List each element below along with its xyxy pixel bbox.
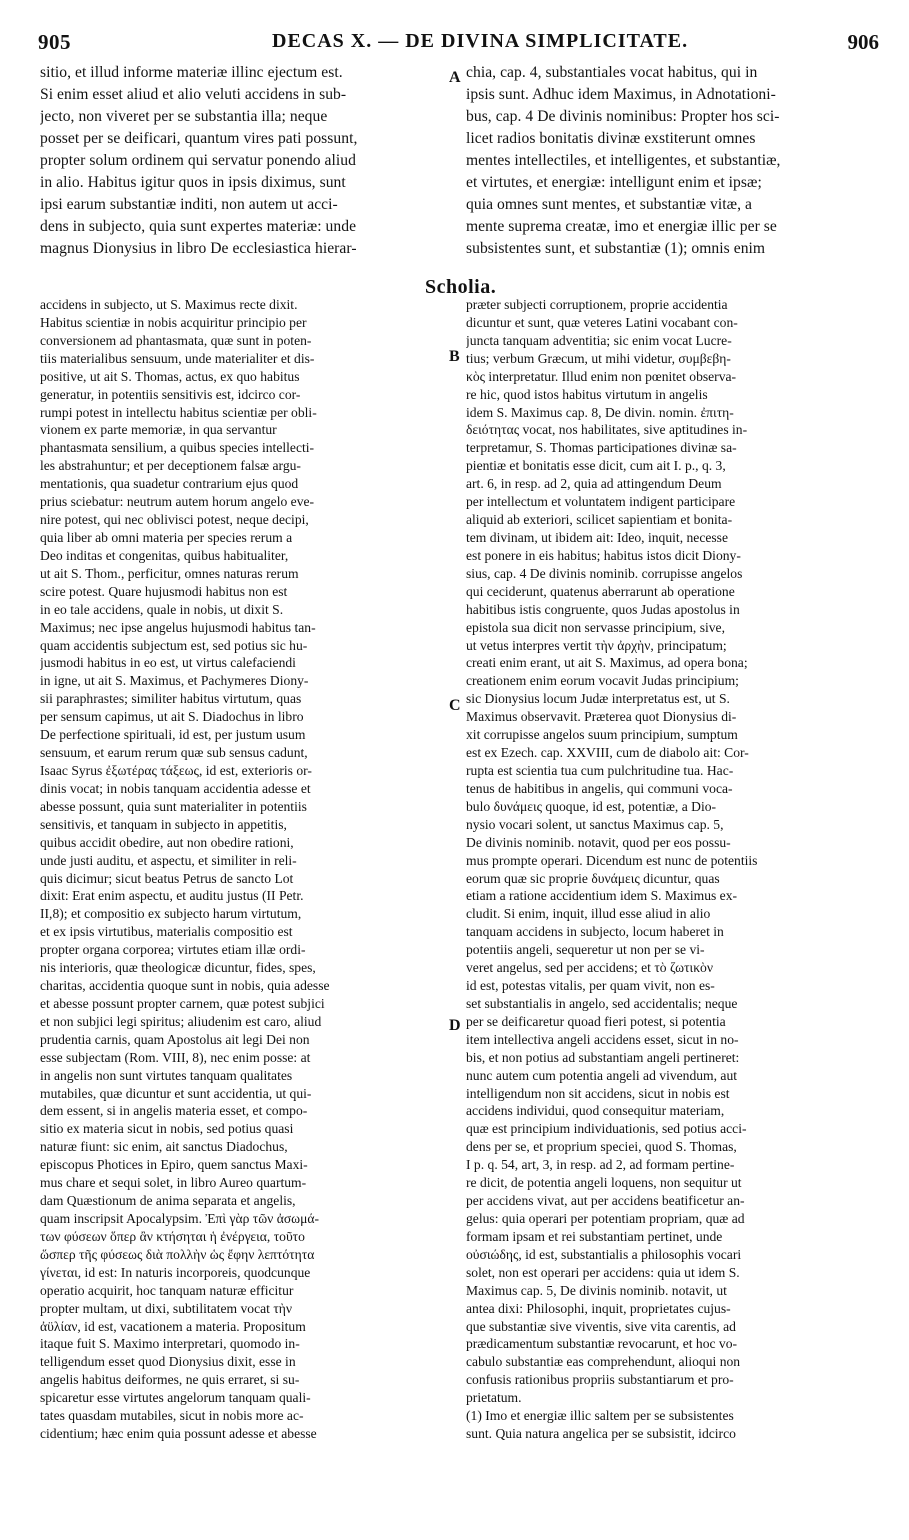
text-line: per accidens vivat, aut per accidens beatificetur an- <box>466 1193 745 1209</box>
text-line: præter subjecti corruptionem, proprie accidentia <box>466 297 728 312</box>
text-line: etiam a ratione accidentium idem S. Maximus ex- <box>466 888 738 904</box>
text-line: intelligendum non sit accidens, sicut in nobis est <box>466 1085 730 1101</box>
text-line: jecto, non viveret per se substantia illa; neque <box>40 108 328 125</box>
text-line: prudentia carnis, quam Apostolus ait legi Dei non <box>40 1031 310 1047</box>
margin-marker-b: B <box>449 348 460 365</box>
text-line: accidens in subjecto, ut S. Maximus recte dixit. <box>40 297 298 312</box>
text-line: propter organa corporea; virtutes etiam illæ ordi- <box>40 942 306 958</box>
text-line: les abstrahuntur; et per deceptionem falsæ argu- <box>40 458 301 474</box>
text-line: dens in subjecto, quia sunt expertes materiæ: unde <box>40 218 357 235</box>
text-line: mente suprema creatæ, imo et energiæ illic per se <box>466 218 777 235</box>
text-line: δειότητας vocat, nos habilitates, sive aptitudines in- <box>466 422 748 438</box>
text-line: Habitus scientiæ in nobis acquiritur principio per <box>40 314 307 330</box>
text-line: Maximus observavit. Præterea quot Dionysius di- <box>466 709 737 725</box>
scholia-heading: Scholia. <box>425 276 497 298</box>
text-line: per intellectum et voluntatem indigent participare <box>466 494 736 510</box>
text-line: tates quasdam mutabiles, sicut in nobis more ac- <box>40 1408 304 1424</box>
text-line: pientiæ et bonitatis esse dicit, cum ait I. p., q. 3, <box>466 458 726 474</box>
main-text-left-column <box>40 62 445 272</box>
text-line: itaque fuit S. Maximo interpretari, quomodo in- <box>40 1336 300 1352</box>
text-line: sitio ex materia sicut in nobis, sed potius quasi <box>40 1121 294 1137</box>
text-line: propter solum ordinem qui servatur ponendo aliud <box>40 152 356 169</box>
text-line: in igne, ut ait S. Maximus, et Pachymeres Diony- <box>40 673 309 689</box>
text-line: unde justi auditu, et aspectu, et similiter in reli- <box>40 852 297 868</box>
text-line: quæ est principium individuationis, sed potius acci- <box>466 1121 747 1137</box>
text-line: II,8); et compositio ex subjecto harum virtutum, <box>40 906 302 922</box>
text-line: κὸς interpretatur. Illud enim non pœnitet observa- <box>466 368 737 384</box>
text-line: των φύσεων ὅπερ ἂν κτήσηται ἡ ἐνέργεια, τοῦτο <box>40 1228 305 1244</box>
text-line: prietatum. <box>466 1390 522 1406</box>
text-line: in eo tale accidens, quale in nobis, ut dixit S. <box>40 601 284 617</box>
text-line: veret angelus, sed per accidens; et τὸ ζωτικὸν <box>466 960 713 976</box>
text-line: Deo inditas et congenitas, quibus habitualiter, <box>40 547 289 563</box>
text-line: sensitivis, et tanquam in subjecto in appetitis, <box>40 816 287 832</box>
text-line: et non subjici legi spiritus; aliudenim est caro, aliud <box>40 1013 322 1029</box>
text-line: bulo δυνάμεις quoque, id est, potentiæ, a Dio- <box>466 798 717 814</box>
text-line: tenus de habitibus in angelis, qui communi voca- <box>466 780 733 796</box>
text-line: (1) Imo et energiæ illic saltem per se subsistentes <box>466 1408 734 1424</box>
text-line: in alio. Habitus igitur quos in ipsis diximus, sunt <box>40 174 346 191</box>
text-line: sii paraphrastes; similiter habitus virtutum, quas <box>40 691 302 707</box>
text-line: tiis materialibus sensuum, unde materialiter et dis- <box>40 350 315 366</box>
text-line: juncta tanquam adventitia; sic enim vocat Lucre- <box>466 332 732 348</box>
text-line: xit corrupisse angelos suum principium, sumptum <box>466 727 738 743</box>
text-line: habitibus istis congruente, quos Judas apostolus in <box>466 601 740 617</box>
text-line: angelis habitus deiformes, ne quis erraret, si su- <box>40 1372 300 1388</box>
margin-marker-a: A <box>449 69 461 86</box>
text-line: scire potest. Quare hujusmodi habitus non est <box>40 583 288 599</box>
text-line: spicaretur esse virtutes angelorum tanquam quali- <box>40 1390 311 1406</box>
text-line: dicuntur et sunt, quæ veteres Latini vocabant con- <box>466 314 738 330</box>
text-line: in angelis non sunt virtutes tanquam qualitates <box>40 1067 293 1083</box>
text-line: idem S. Maximus cap. 8, De divin. nomin. ἐπιτη- <box>466 404 734 420</box>
text-line: quibus accidit obedire, aut non obedire rationi, <box>40 834 294 850</box>
text-line: antea dixi: Philosophi, inquit, proprietates cujus- <box>466 1300 731 1316</box>
text-line: eorum quæ sic proprie δυνάμεις dicuntur, quas <box>466 870 720 886</box>
text-line: re hic, quod istos habitus virtutum in angelis <box>466 386 708 402</box>
text-line: Si enim esset aliud et alio veluti accidens in sub- <box>40 86 347 103</box>
text-line: terpretamur, S. Thomas participationes divinæ sa- <box>466 440 737 456</box>
text-line: set substantialis in angelo, sed accidentalis; neque <box>466 995 738 1011</box>
text-line: sunt. Quia natura angelica per se subsistit, idcirco <box>466 1426 736 1442</box>
text-line: vionem ex parte memoriæ, in qua servantur <box>40 422 277 438</box>
scholia-right-column <box>466 296 876 1532</box>
text-line: formam ipsam et rei substantiam pertinet, unde <box>466 1228 723 1244</box>
text-line: per sensum capimus, ut ait S. Diadochus in libro <box>40 709 304 725</box>
text-line: episcopus Photices in Epiro, quem sanctus Maxi- <box>40 1157 308 1173</box>
text-line: mutabiles, quæ dicuntur et sunt accidentia, ut qui- <box>40 1085 312 1101</box>
text-line: que substantiæ sive viventis, sive vita carentis, ad <box>466 1318 736 1334</box>
text-line: cidentium; hæc enim quia possunt adesse et abesse <box>40 1426 317 1442</box>
text-line: propter multam, ut dixi, subtilitatem vocat τὴν <box>40 1300 293 1316</box>
text-line: gelus: quia operari per potentiam propriam, quæ ad <box>466 1211 745 1227</box>
text-line: generatur, in potentiis sensitivis est, idcirco cor- <box>40 386 301 402</box>
text-line: tem divinam, ut ibidem ait: Ideo, inquit, necesse <box>466 529 728 545</box>
text-line: magnus Dionysius in libro De ecclesiastica hierar- <box>40 240 357 257</box>
text-line: rumpi potest in intellectu habitus scientiæ per obli- <box>40 404 317 420</box>
text-line: aliquid ab exteriori, scilicet sapientiam et bonita- <box>466 512 733 528</box>
text-line: re dicit, de potentia angeli loquens, non sequitur ut <box>466 1175 742 1191</box>
text-line: De perfectione spirituali, id est, per justum usum <box>40 727 306 743</box>
text-line: est ponere in eis habitus; habitus istos dicit Diony- <box>466 547 741 563</box>
text-line: naturæ fiunt: sic enim, ait sanctus Diadochus, <box>40 1139 288 1155</box>
text-line: cabulo substantiæ eas comprehendunt, alioqui non <box>466 1354 741 1370</box>
text-line: dem essent, si in angelis materia esset, et compo- <box>40 1103 308 1119</box>
text-line: charitas, accidentia quoque sunt in nobis, quia adesse <box>40 978 330 994</box>
text-line: solet, non est operari per accidens: quia ut idem S. <box>466 1264 740 1280</box>
text-line: est ex Ezech. cap. XXVIII, cum de diabolo ait: Cor- <box>466 745 749 761</box>
text-line: γίνεται, id est: In naturis incorporeis, quodcunque <box>40 1264 311 1280</box>
text-line: et ex ipsis virtutibus, materialis compositio est <box>40 924 293 940</box>
main-text-right-column <box>466 62 876 272</box>
scholia-left-column <box>40 296 445 1532</box>
text-line: Maximus cap. 5, De divinis nominib. notavit, ut <box>466 1282 727 1298</box>
text-line: mus chare et sequi solet, in libro Aureo quartum- <box>40 1175 307 1191</box>
text-line: cludit. Si enim, inquit, illud esse aliud in alio <box>466 906 711 922</box>
text-line: abesse possunt, quia sunt materialiter in potentiis <box>40 798 307 814</box>
running-title: DECAS X. — DE DIVINA SIMPLICITATE. <box>272 30 689 52</box>
text-line: epistola sua dicit non servasse principium, sive, <box>466 619 725 635</box>
text-line: ipsis sunt. Adhuc idem Maximus, in Adnotationi- <box>466 86 776 103</box>
text-line: ut ait S. Thom., perficitur, omnes naturas rerum <box>40 565 299 581</box>
text-line: tius; verbum Græcum, ut mihi videtur, συμβεβη- <box>466 350 731 366</box>
text-line: creationem enim eorum vocavit Judas principium; <box>466 673 739 689</box>
text-line: subsistentes sunt, et substantiæ (1); omnis enim <box>466 240 766 257</box>
text-line: Maximus; nec ipse angelus hujusmodi habitus tan- <box>40 619 316 635</box>
text-line: nire potest, qui nec oblivisci potest, neque decipi, <box>40 512 309 528</box>
text-line: per se deificaretur quoad fieri potest, si potentia <box>466 1013 726 1029</box>
text-line: sitio, et illud informe materiæ illinc ejectum est. <box>40 64 343 81</box>
text-line: conversionem ad phantasmata, quæ sunt in poten- <box>40 332 312 348</box>
page-header <box>0 30 909 56</box>
text-line: jusmodi habitus in eo est, ut virtus calefaciendi <box>40 655 296 671</box>
text-line: ὥσπερ τῆς φύσεως διὰ πολλὴν ὡς ἔφην λεπτότητα <box>40 1246 315 1262</box>
text-line: nunc autem cum potentia angeli ad vivendum, aut <box>466 1067 738 1083</box>
text-line: id est, potestas vitalis, per quam vivit, non es- <box>466 978 715 994</box>
text-line: οὐσιώδης, id est, substantialis a philosophis vocari <box>466 1246 742 1262</box>
text-line: et virtutes, et energiæ: intelligunt enim et ipsæ; <box>466 174 762 191</box>
text-line: nysio vocari solent, ut sanctus Maximus cap. 5, <box>466 816 724 832</box>
page-number-left: 905 <box>38 30 71 54</box>
text-line: mentes intellectiles, et intelligentes, et substantiæ, <box>466 152 781 169</box>
text-line: positive, ut ait S. Thomas, actus, ex quo habitus <box>40 368 300 384</box>
text-line: rupta est scientia tua cum pulchritudine tua. Hac- <box>466 762 734 778</box>
text-line: quia omnes sunt mentes, et substantiæ vitæ, a <box>466 196 752 213</box>
text-line: bus, cap. 4 De divinis nominibus: Propter hos sci- <box>466 108 780 125</box>
text-line: quis dicimur; sicut beatus Petrus de sancto Lot <box>40 870 294 886</box>
text-line: I p. q. 54, art, 3, in resp. ad 2, ad formam pertine- <box>466 1157 735 1173</box>
text-line: ἀϋλίαν, id est, vacationem a materia. Propositum <box>40 1318 306 1334</box>
text-line: prius sciebatur: neutrum autem horum angelo eve- <box>40 494 315 510</box>
text-line: ipsi earum substantiæ inditi, non autem ut acci- <box>40 196 338 213</box>
text-line: posset per se deificari, quantum vires pati possunt, <box>40 130 358 147</box>
text-line: art. 6, in resp. ad 2, quia ad attingendum Deum <box>466 476 722 492</box>
text-line: accidens individui, quod consequitur materiam, <box>466 1103 725 1119</box>
page-number-right: 906 <box>847 30 879 54</box>
text-line: sius, cap. 4 De divinis nominib. corrupisse angelos <box>466 565 743 581</box>
text-line: quia liber ab omni materia per species rerum a <box>40 529 293 545</box>
text-line: dixit: Erat enim aspectu, et auditu justus (II Petr. <box>40 888 304 904</box>
text-line: operatio acquirit, hoc tanquam naturæ efficitur <box>40 1282 294 1298</box>
text-line: creati enim erant, ut ait S. Maximus, ad opera bona; <box>466 655 748 671</box>
text-line: quam inscripsit Apocalypsim. Ἐπὶ γὰρ τῶν ἀσωμά- <box>40 1211 320 1227</box>
text-line: tanquam accidens in subjecto, locum haberet in <box>466 924 724 940</box>
text-line: bis, et non potius ad substantiam angeli pertineret: <box>466 1049 740 1065</box>
text-line: mentationis, qua suadetur contrarium ejus quod <box>40 476 299 492</box>
text-line: qui ceciderunt, quatenus aberrarunt ab operatione <box>466 583 735 599</box>
text-line: Isaac Syrus ἐξωτέρας τάξεως, id est, exterioris or- <box>40 762 312 778</box>
text-line: dam Quæstionum de anima separata et angelis, <box>40 1193 296 1209</box>
text-line: potentiis angeli, sequeretur ut non per se vi- <box>466 942 705 958</box>
text-line: telligendum esset quod Dionysius dixit, esse in <box>40 1354 296 1370</box>
text-line: chia, cap. 4, substantiales vocat habitus, qui in <box>466 64 758 81</box>
text-line: prædicamentum substantiæ revocarunt, et hoc vo- <box>466 1336 738 1352</box>
text-line: quam accidentis subjectum est, sed potius sic hu- <box>40 637 308 653</box>
text-line: ut vetus interpres vertit τὴν ἀρχὴν, principatum; <box>466 637 727 653</box>
text-line: De divinis nominib. notavit, quod per eos possu- <box>466 834 731 850</box>
text-line: et abesse possunt propter carnem, quæ potest subjici <box>40 995 325 1011</box>
text-line: confusis rationibus propriis substantiarum et pro- <box>466 1372 734 1388</box>
text-line: esse subjectam (Rom. VIII, 8), nec enim posse: at <box>40 1049 311 1065</box>
text-line: licet radios bonitatis divinæ exstiterunt omnes <box>466 130 756 147</box>
margin-marker-d: D <box>449 1017 461 1034</box>
text-line: item intellectiva angeli accidens esset, sicut in no- <box>466 1031 739 1047</box>
text-line: sic Dionysius locum Judæ interpretatus est, ut S. <box>466 691 730 707</box>
text-line: mus prompte operari. Dicendum est nunc de potentiis <box>466 852 758 868</box>
text-line: nis interioris, quæ theologicæ dicuntur, fides, spes, <box>40 960 316 976</box>
text-line: dinis vocat; in nobis tanquam accidentia adesse et <box>40 780 311 796</box>
text-line: dens per se, et proprium speciei, quod S. Thomas, <box>466 1139 737 1155</box>
text-line: phantasmata sensilium, a quibus species intellecti- <box>40 440 315 456</box>
text-line: sensuum, et earum rerum quæ sub sensus cadunt, <box>40 745 308 761</box>
margin-marker-c: C <box>449 697 461 714</box>
